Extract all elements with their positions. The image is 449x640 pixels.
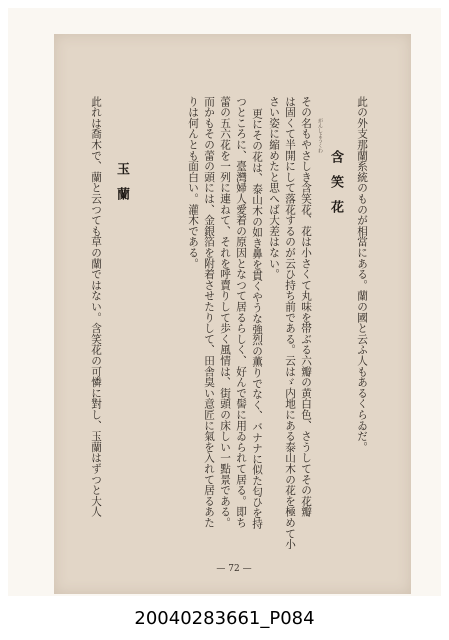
book-page — [54, 34, 411, 594]
text-line-2: その名もやさしき含笑花、花は小さくて丸味を帯ぶる六瓣の黄白色、さうしてその花瓣 — [300, 96, 312, 518]
section-heading-gyokuran: 玉蘭 — [114, 162, 129, 212]
page-number: — 72 — — [216, 564, 252, 574]
ruby-hanshoka: がんしようくわ — [317, 118, 323, 153]
text-line-6: つところに、臺灣婦人愛着の原因となつて居るらしく、好んで髻に用ゐられて居る。即ち — [235, 96, 247, 528]
text-line-5: 更にその花は、泰山木の如き鼻を貫くやうな強烈の薫りでなく、バナナに似た匂ひを持 — [251, 108, 263, 530]
text-line-9: りは何んとも面白い。灌木である。 — [187, 96, 199, 269]
text-line-4: さい姿に縮めたと思へば大差はない。 — [268, 96, 280, 280]
section-heading-hanshoka: 含笑花 — [328, 150, 343, 225]
text-line-1: 此の外支那蘭系統のものが相當にある。蘭の國と云ふ人もあるくらゐだ。 — [356, 96, 368, 453]
text-line-8: 而かもその蕾の頭には、金銀箔を附着させたりして、田舎臭い意匠に氣を入れて居るあた — [203, 96, 215, 528]
image-caption: 20040283661_P084 — [134, 608, 315, 629]
text-line-10: 此れは喬木で、蘭と云つても草の蘭ではない。含笑花の可憐に對し、玉蘭はずつと大人 — [90, 96, 102, 518]
scanned-sheet — [8, 8, 441, 596]
text-line-3: は固くて半開にして落花するのが云ひ持ち前である。云はゞ内地にある泰山木の花を極めて小 — [284, 96, 296, 550]
text-line-7: 蕾の五六花を一列に連ねて、それを呼賣りして歩く風情は、街頭の床しい一點景である。 — [219, 96, 231, 528]
